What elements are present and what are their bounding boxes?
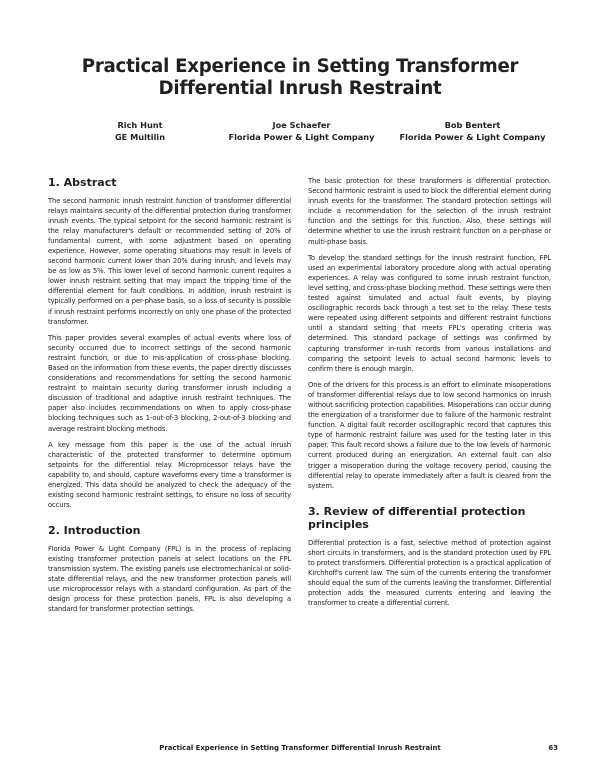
abstract-paragraph: This paper provides several examples of actual events where loss of security occurred due to incorrect settings of the second harmonic restraint function, or due to mis-application of cross-phase blocking. Based on the information from these events, the paper directly discusses considerations and recommendations for setting the second harmonic restraint to maintain security during transformer inrush including a discussion of traditional and adaptive inrush restraint techniques. The paper also includes recommendations on when to apply cross-phase blocking techniques such as 1-out-of-3 blocking, 2-out-of-3 blocking and average restraint blocking methods. bbox=[48, 333, 291, 433]
author-3 bbox=[385, 119, 560, 143]
body-paragraph: One of the drivers for this process is an effort to eliminate misoperations of transformer differential relays due to low second harmonics on inrush without sacrificing protection capabilities. Misoperations can occur during the energization of a transformer due to failure of the harmonic restraint function. A digital fault recorder oscillographic record that captures this type of harmonic restraint failure was used for the testing later in this paper. This fault record shows a failure due to the low levels of harmonic current produced during an energization. An external fault can also trigger a misoperation during the voltage recovery period, causing the differential relay to operate immediately after a fault is cleared from the system. bbox=[308, 380, 551, 490]
paper-title: Practical Experience in Setting Transformer Differential Inrush Restraint bbox=[81, 56, 519, 99]
body-paragraph: The basic protection for these transformers is differential protection. Second harmonic restraint is used to block the differential element during inrush events for the transformer. The standard protection settings will include a recommendation for the selection of the inrush restraint function and the settings for this function. Also, these settings will determine whether to use the inrush restraint function on a per-phase or multi-phase basis. bbox=[308, 177, 551, 246]
author-affiliation: Florida Power & Light Company bbox=[399, 132, 546, 142]
author-name: Bob Bentert bbox=[444, 120, 501, 130]
section-heading-abstract: 1. Abstract bbox=[48, 176, 117, 189]
review-paragraph: Differential protection is a fast, selective method of protection against short circuits in transformers, and is the standard protection used by FPL to protect transformers. Differential protection is a practical application of Kirchhoff's current law. The sum of the currents entering the transformer should equal the sum of the currents leaving the transformer. Differential protection adds the measured currents entering and leaving the transformer to create a differential current. bbox=[308, 538, 551, 608]
author-affiliation: Florida Power & Light Company bbox=[228, 132, 375, 142]
author-block bbox=[0, 119, 600, 145]
author-2 bbox=[214, 119, 389, 143]
abstract-paragraph: The second harmonic inrush restraint function of transformer differential relays maintains security of the differential protection during transformer inrush events. The typical setpoint for the second harmonic restraint is the relay manufacturer's default or recommended setting of 20% of fundamental current, with some adjustment based on operating experience. However, some operating situations may result in levels of second harmonic current lower than 20% during inrush, and levels may be as low as 5%. This lower level of second harmonic current requires a lower inrush restraint setting that may impact the tripping time of the differential element for fault conditions. In addition, inrush restraint is typically performed on a per-phase basis, so a loss of security is possible if inrush restraint performs incorrectly on only one phase of the protected transformer. bbox=[48, 196, 291, 326]
right-column bbox=[308, 176, 551, 614]
section-heading-review: 3. Review of differential protection principles bbox=[308, 504, 526, 532]
body-paragraph: To develop the standard settings for the inrush restraint function, FPL used an experimental laboratory procedure along with actual operating experiences. A relay was configured to some inrush restraint function, level setting, and cross-phase blocking method. These settings were then tested against simulated and actual fault events, by playing oscillographic records back through a test set to the relay. These tests were repeated using different setpoints and different restraint functions until a standard setting that meets FPL's operating criteria was determined. This standard package of settings was confirmed by capturing transformer in-rush records from various installations and comparing the setpoint levels to actual second harmonic levels to confirm there is enough margin. bbox=[308, 253, 551, 373]
author-1 bbox=[80, 119, 200, 143]
page-number: 63 bbox=[548, 744, 558, 752]
left-column bbox=[48, 176, 291, 620]
section-heading-introduction: 2. Introduction bbox=[48, 524, 141, 538]
page-footer bbox=[0, 744, 600, 756]
author-affiliation: GE Multilin bbox=[114, 132, 166, 142]
introduction-paragraph: Florida Power & Light Company (FPL) is in the process of replacing existing transformer protection panels at select locations on the FPL transmission system. The existing panels use electromechanical or solid-state differential relays, and the new transformer protection panels will use microprocessor relays with a standard configuration. As part of the design process for these protection panels, FPL is also developing a standard for transformer protection settings. bbox=[48, 544, 291, 614]
author-name: Rich Hunt bbox=[117, 120, 163, 130]
author-name: Joe Schaefer bbox=[272, 120, 331, 130]
running-title: Practical Experience in Setting Transformer Differential Inrush Restraint bbox=[159, 744, 441, 752]
abstract-paragraph: A key message from this paper is the use of the actual inrush characteristic of the protected transformer to determine optimum setpoints for the differential relay. Microprocessor relays have the capability to, and should, capture waveforms every time a transformer is energized. This data should be analyzed to check the adequacy of the existing second harmonic restraint settings, to ensure no loss of security occurs. bbox=[48, 440, 291, 510]
